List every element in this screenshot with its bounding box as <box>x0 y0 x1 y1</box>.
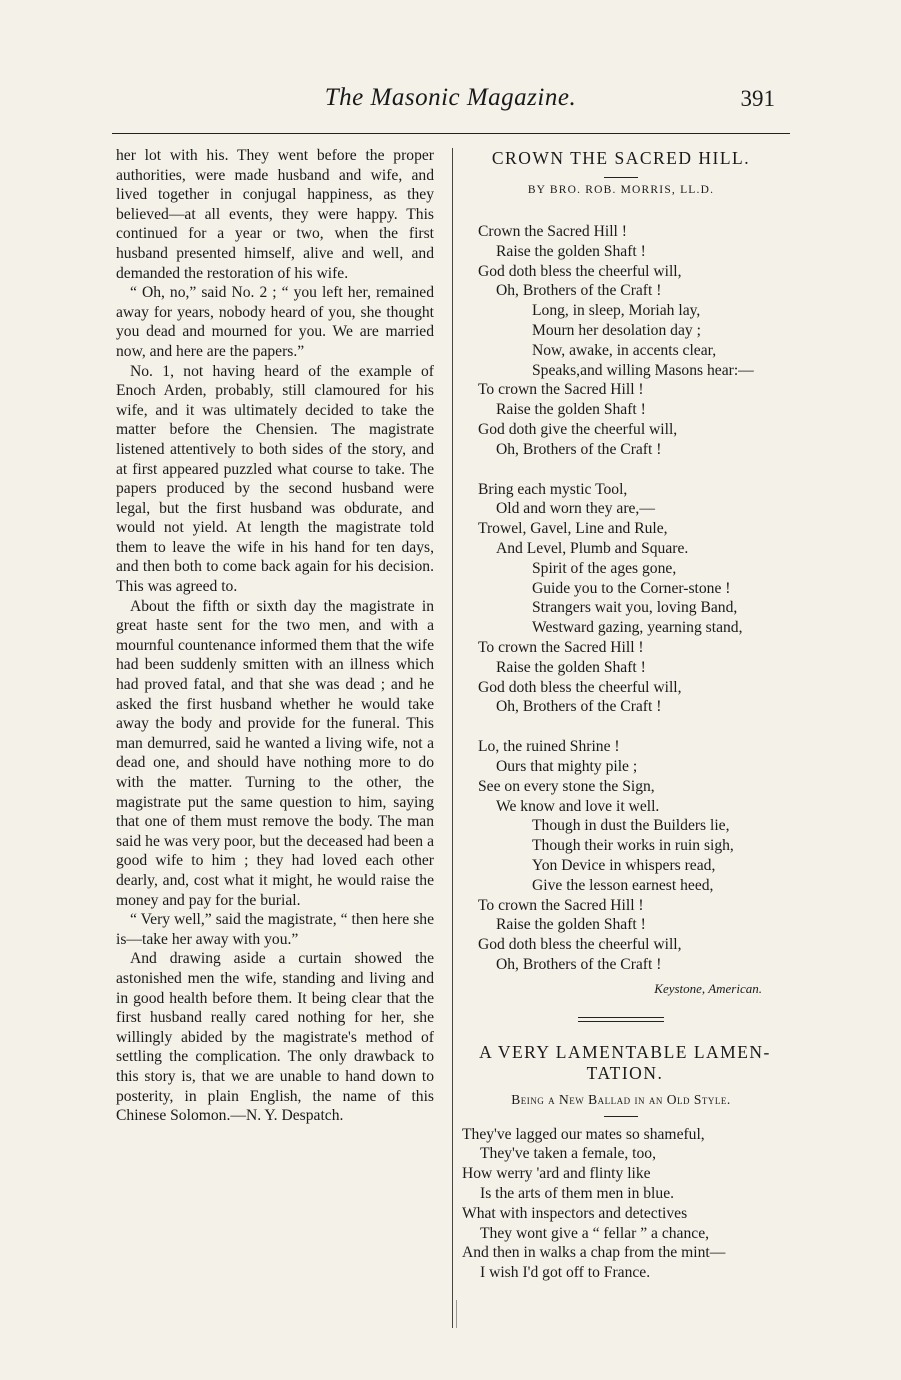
poem-line: Guide you to the Corner-stone ! <box>532 579 731 597</box>
paragraph: No. 1, not having heard of the example of Enoch Arden, probably, still clamoured for his wife, and it was ultimately decided to take the matter before the Chensien. The magistrate listened attentively to both sides of the story, and at first appeared puzzled what course to take. The papers produced by the second husband were legal, but the first husband was obdurate, and would not yield. At length the magistrate told them to leave the wife in his hand for ten days, and then both to come back again for his decision. This was agreed to. <box>116 362 434 596</box>
ballad-line: And then in walks a chap from the mint— <box>462 1244 726 1262</box>
ballad-line: They've taken a female, too, <box>480 1145 656 1163</box>
poem-line: Yon Device in whispers read, <box>532 856 716 874</box>
poem-line: Westward gazing, yearning stand, <box>532 619 743 637</box>
ballad-line: What with inspectors and detectives <box>462 1204 688 1222</box>
paragraph: “ Oh, no,” said No. 2 ; “ you left her, remained away for years, nobody heard of you, she thought you dead and mourned for you. We are married now, and here are the papers.” <box>116 284 434 360</box>
poem-line: Raise the golden Shaft ! <box>496 658 646 676</box>
ballad-line: They wont give a “ fellar ” a chance, <box>480 1224 710 1242</box>
page-number: 391 <box>740 86 775 111</box>
poem-line: Lo, the ruined Shrine ! <box>478 738 620 756</box>
poem-line: Give the lesson earnest heed, <box>532 876 714 894</box>
poem-line: Oh, Brothers of the Craft ! <box>496 698 662 716</box>
poem-title: CROWN THE SACRED HILL. <box>491 148 751 168</box>
poem-line: And Level, Plumb and Square. <box>496 539 689 557</box>
poem-line: We know and love it well. <box>496 797 660 815</box>
poem-line: Bring each mystic Tool, <box>478 480 628 498</box>
right-column <box>462 144 780 1283</box>
ballad-line: How werry 'ard and flinty like <box>462 1165 651 1183</box>
paragraph: And drawing aside a curtain showed the astonished men the wife, standing and living and in good health before them. It being clear that the first husband really cared nothing for her, she willingly abided by the magistrate's method of settling the complication. The only drawback to this story is, that we are unable to hand down to posterity, in plain English, the name of this Chinese Solomon.—N. Y. Despatch. <box>116 950 434 1125</box>
poem-line: Crown the Sacred Hill ! <box>478 223 627 240</box>
paragraph: her lot with his. They went before the proper authorities, were made husband and wife, and lived together in conjugal happiness, as they believed—at all events, they were happy. This continued for a year or two, when the first husband presented himself, alive and well, and demanded the restoration of his wife. <box>116 147 434 282</box>
section-separator <box>578 1017 664 1022</box>
poem-line: See on every stone the Sign, <box>478 777 655 795</box>
poem-line: Ours that mighty pile ; <box>496 757 638 775</box>
paragraph: “ Very well,” said the magistrate, “ then here she is—take her away with you.” <box>116 911 434 948</box>
ballad-subtitle: Being a New Ballad in an Old Style. <box>511 1091 731 1107</box>
poem-line: God doth give the cheerful will, <box>478 420 678 438</box>
poem-stanza <box>462 222 780 460</box>
ballad-body <box>462 1125 780 1283</box>
poem-line: Spirit of the ages gone, <box>532 559 677 577</box>
poem-line: Old and worn they are,— <box>496 500 655 518</box>
poem-line: Though their works in ruin sigh, <box>532 837 734 855</box>
poem-line: Oh, Brothers of the Craft ! <box>496 282 662 300</box>
poem-stanza <box>462 480 780 718</box>
poem-line: To crown the Sacred Hill ! <box>478 896 644 914</box>
poem-byline: BY BRO. ROB. MORRIS, LL.D. <box>527 184 715 196</box>
ballad-title-line: A VERY LAMENTABLE LAMEN- <box>479 1041 771 1062</box>
poem-line: Though in dust the Builders lie, <box>532 817 730 835</box>
poem-line: Now, awake, in accents clear, <box>532 341 717 359</box>
header-rule <box>112 133 790 134</box>
poem-line: Raise the golden Shaft ! <box>496 401 646 419</box>
poem-attribution: Keystone, American. <box>654 980 762 996</box>
poem-line: God doth bless the cheerful will, <box>478 936 682 954</box>
paragraph: About the fifth or sixth day the magistrate in great haste sent for the two men, and with a mournful countenance informed them that the wife had been suddenly smitten with an illness which had proved fatal, and that she was dead ; and he asked the first husband whether he would take away the body and provide for the funeral. This man demurred, said he wanted a living wife, not a dead one, and should have nothing more to do with the matter. Turning to the other, the magistrate put the same question to him, saying that one of them must remove the body. The man said he was very poor, but the deceased had been a good wife to him ; they had loved each other dearly, and, cost what it might, he would raise the money and pay for the burial. <box>116 597 434 909</box>
ballad-title <box>462 1042 780 1084</box>
poem-stanza <box>462 737 780 975</box>
poem-line: Speaks,and willing Masons hear:— <box>532 361 754 379</box>
poem-body <box>462 222 780 975</box>
ballad-line: They've lagged our mates so shameful, <box>462 1125 705 1143</box>
left-column-article <box>116 146 434 1126</box>
ballad-line: Is the arts of them men in blue. <box>480 1185 675 1203</box>
poem-line: Trowel, Gavel, Line and Rule, <box>478 520 668 538</box>
subtitle-rule <box>604 1116 638 1117</box>
ballad-line: I wish I'd got off to France. <box>480 1264 651 1282</box>
poem-line: To crown the Sacred Hill ! <box>478 381 644 399</box>
poem-line: Oh, Brothers of the Craft ! <box>496 440 662 458</box>
poem-line: To crown the Sacred Hill ! <box>478 638 644 656</box>
poem-line: Raise the golden Shaft ! <box>496 242 646 260</box>
poem-line: Long, in sleep, Moriah lay, <box>532 302 701 320</box>
column-divider-lower <box>456 1300 457 1328</box>
poem-line: Strangers wait you, loving Band, <box>532 599 738 617</box>
poem-line: God doth bless the cheerful will, <box>478 678 682 696</box>
title-rule <box>604 177 638 178</box>
poem-line: Mourn her desolation day ; <box>532 321 701 339</box>
poem-line: God doth bless the cheerful will, <box>478 262 682 280</box>
column-divider <box>452 148 453 1328</box>
poem-line: Oh, Brothers of the Craft ! <box>496 955 662 973</box>
running-head-title: The Masonic Magazine. <box>324 84 577 111</box>
ballad-title-line: TATION. <box>586 1062 664 1083</box>
poem-line: Raise the golden Shaft ! <box>496 916 646 934</box>
